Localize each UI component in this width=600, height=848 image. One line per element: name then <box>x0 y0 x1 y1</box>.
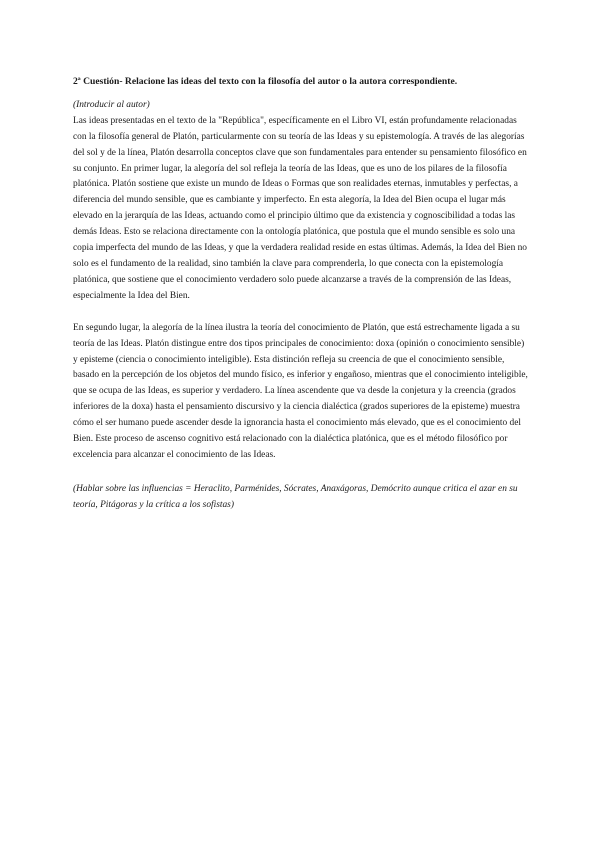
influences-note: (Hablar sobre las influencias = Heraclito, Parménides, Sócrates, Anaxágoras, Demócrito aunque critica el azar en su teoría, Pitágoras y la crítica a los sofistas) <box>73 483 518 510</box>
paragraph-sun-allegory: Las ideas presentadas en el texto de la "República", específicamente en el Libro VI, están profundamente relacionadas con la filosofía general de Platón, particularmente con su teoría de las Ideas y su epistemología. A través de las alegorías del sol y de la línea, Platón desarrolla conceptos clave que son fundamentales para entender su pensamiento filosófico en su conjunto. En primer lugar, la alegoría del sol refleja la teoría de las Ideas, que es uno de los pilares de la filosofía platónica. Platón sostiene que existe un mundo de Ideas o Formas que son realidades eternas, inmutables y perfectas, a diferencia del mundo sensible, que es cambiante y imperfecto. En esta alegoría, la Idea del Bien ocupa el lugar más elevado en la jerarquía de las Ideas, actuando como el principio último que da existencia y cognoscibilidad a todas las demás Ideas. Esto se relaciona directamente con la ontología platónica, que postula que el mundo sensible es solo una copia imperfecta del mundo de las Ideas, y que la verdadera realidad reside en estas últimas. Además, la Idea del Bien no solo es el fundamento de la realidad, sino también la clave para comprenderla, lo que conecta con la epistemología platónica, que sostiene que el conocimiento verdadero solo puede alcanzarse a través de la comprensión de las Ideas, especialmente la Idea del Bien. <box>73 115 527 301</box>
intro-note: (Introducir al autor) <box>73 99 150 110</box>
question-heading: 2ª Cuestión- Relacione las ideas del texto con la filosofía del autor o la autora correspondiente. <box>73 76 458 87</box>
document-body <box>73 74 528 514</box>
paragraph-line-allegory: En segundo lugar, la alegoría de la línea ilustra la teoría del conocimiento de Platón, que está estrechamente ligada a su teoría de las Ideas. Platón distingue entre dos tipos principales de conocimiento: doxa (opinión o conocimiento sensible) y episteme (ciencia o conocimiento inteligible). Esta distinción refleja su creencia de que el conocimiento sensible, basado en la percepción de los objetos del mundo físico, es inferior y engañoso, mientras que el conocimiento inteligible, que se ocupa de las Ideas, es superior y verdadero. La línea ascendente que va desde la conjetura y la creencia (grados inferiores de la doxa) hasta el pensamiento discursivo y la ciencia dialéctica (grados superiores de la episteme) muestra cómo el ser humano puede ascender desde la ignorancia hasta el conocimiento más elevado, que es el conocimiento del Bien. Este proceso de ascenso cognitivo está relacionado con la dialéctica platónica, que es el método filosófico por excelencia para alcanzar el conocimiento de las Ideas. <box>73 322 528 460</box>
